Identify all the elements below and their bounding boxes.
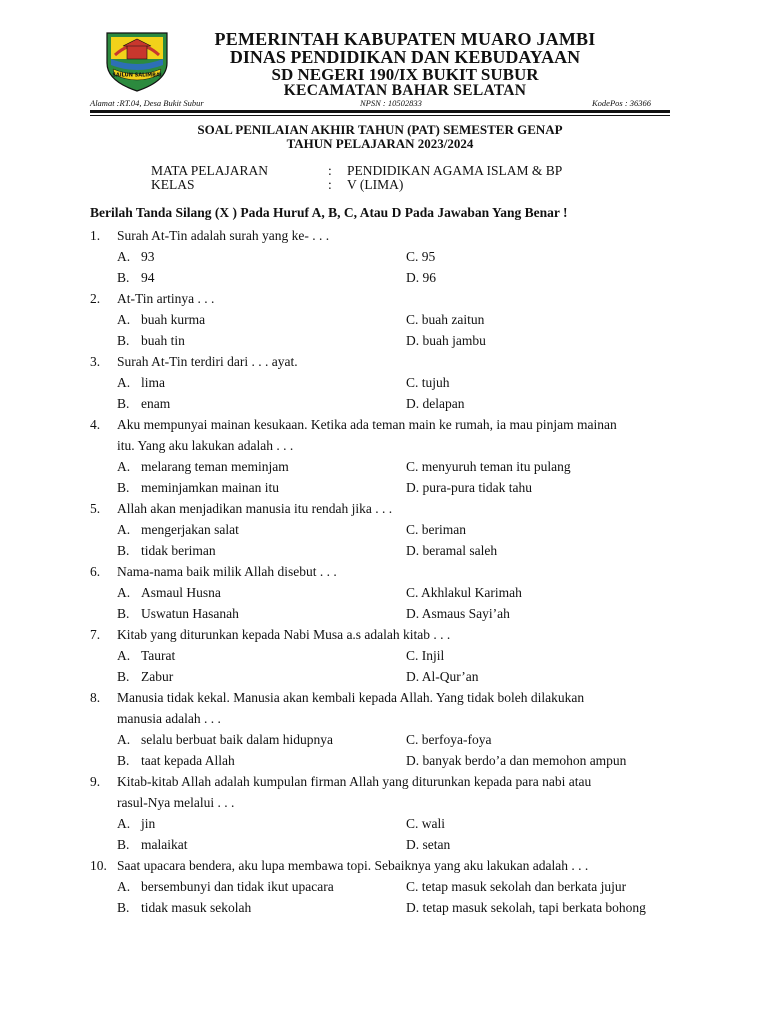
question-number: 2.: [90, 291, 101, 306]
option-b: tidak masuk sekolah: [141, 900, 252, 915]
option-a: 93: [141, 249, 155, 264]
option-b-letter: B.: [117, 396, 130, 411]
option-a: jin: [141, 816, 156, 831]
question-text: Saat upacara bendera, aku lupa membawa topi. Sebaiknya yang aku lakukan adalah . . .: [117, 858, 589, 873]
option-c: C. Injil: [406, 648, 445, 663]
option-b: meminjamkan mainan itu: [141, 480, 279, 495]
option-a: bersembunyi dan tidak ikut upacara: [141, 879, 334, 894]
option-b: enam: [141, 396, 171, 411]
logo-banner-text: SAILUN SALIMBAI: [112, 72, 162, 79]
option-c: C. buah zaitun: [406, 312, 485, 327]
question-number: 8.: [90, 690, 101, 705]
question-text: manusia adalah . . .: [117, 711, 221, 726]
question-text: Kitab-kitab Allah adalah kumpulan firman Allah yang diturunkan kepada para nabi atau: [117, 774, 592, 789]
option-b-letter: B.: [117, 270, 130, 285]
option-a-letter: A.: [117, 816, 131, 831]
option-a-letter: A.: [117, 522, 131, 537]
question-number: 7.: [90, 627, 101, 642]
option-d: D. beramal saleh: [406, 543, 498, 558]
header-postcode: KodePos : 36366: [592, 98, 652, 108]
class-colon: :: [328, 177, 332, 192]
option-b-letter: B.: [117, 543, 130, 558]
option-a: Taurat: [141, 648, 176, 663]
question-text: Surah At-Tin terdiri dari . . . ayat.: [117, 354, 298, 369]
school-logo: [101, 29, 173, 93]
option-b-letter: B.: [117, 669, 130, 684]
question-number: 4.: [90, 417, 101, 432]
header-address: Alamat :RT.04, Desa Bukit Subur: [90, 98, 204, 108]
option-b-letter: B.: [117, 333, 130, 348]
header-npsn: NPSN : 10502833: [360, 98, 422, 108]
option-b: Uswatun Hasanah: [141, 606, 239, 621]
instruction: Berilah Tanda Silang (X ) Pada Huruf A, B, C, Atau D Pada Jawaban Yang Benar !: [90, 205, 568, 220]
option-c: C. beriman: [406, 522, 466, 537]
option-a: mengerjakan salat: [141, 522, 239, 537]
option-b-letter: B.: [117, 753, 130, 768]
exam-title: SOAL PENILAIAN AKHIR TAHUN (PAT) SEMESTER GENAP: [197, 122, 563, 137]
subject-label: MATA PELAJARAN: [151, 163, 269, 178]
class-value: V (LIMA): [347, 177, 404, 192]
option-d: D. pura-pura tidak tahu: [406, 480, 532, 495]
option-b-letter: B.: [117, 480, 130, 495]
option-c: C. Akhlakul Karimah: [406, 585, 522, 600]
option-a: selalu berbuat baik dalam hidupnya: [141, 732, 333, 747]
question-text: itu. Yang aku lakukan adalah . . .: [117, 438, 294, 453]
question-text: At-Tin artinya . . .: [117, 291, 215, 306]
option-c: C. berfoya-foya: [406, 732, 492, 747]
option-c: C. tetap masuk sekolah dan berkata jujur: [406, 879, 627, 894]
question-text: rasul-Nya melalui . . .: [117, 795, 235, 810]
option-b: Zabur: [141, 669, 174, 684]
option-d: D. Asmaus Sayi’ah: [406, 606, 510, 621]
question-text: Kitab yang diturunkan kepada Nabi Musa a.s adalah kitab . . .: [117, 627, 451, 642]
header-district: KECAMATAN BAHAR SELATAN: [283, 82, 527, 99]
option-a: Asmaul Husna: [141, 585, 221, 600]
class-label: KELAS: [151, 177, 195, 192]
option-d: D. buah jambu: [406, 333, 486, 348]
option-a-letter: A.: [117, 879, 131, 894]
question-number: 3.: [90, 354, 101, 369]
option-a-letter: A.: [117, 648, 131, 663]
option-b: tidak beriman: [141, 543, 216, 558]
option-a-letter: A.: [117, 459, 131, 474]
option-b-letter: B.: [117, 900, 130, 915]
option-a-letter: A.: [117, 249, 131, 264]
option-a-letter: A.: [117, 585, 131, 600]
option-b: buah tin: [141, 333, 185, 348]
option-b: 94: [141, 270, 155, 285]
question-text: Allah akan menjadikan manusia itu rendah jika . . .: [117, 501, 393, 516]
option-a-letter: A.: [117, 312, 131, 327]
question-number: 1.: [90, 228, 101, 243]
option-b: taat kepada Allah: [141, 753, 235, 768]
option-a: lima: [141, 375, 165, 390]
option-d: D. delapan: [406, 396, 465, 411]
header-department: DINAS PENDIDIKAN DAN KEBUDAYAAN: [229, 47, 581, 67]
option-d: D. 96: [406, 270, 436, 285]
option-d: D. banyak berdo’a dan memohon ampun: [406, 753, 627, 768]
option-c: C. wali: [406, 816, 445, 831]
option-a: buah kurma: [141, 312, 206, 327]
option-c: C. tujuh: [406, 375, 450, 390]
subject-colon: :: [328, 163, 332, 178]
question-number: 5.: [90, 501, 101, 516]
option-b: malaikat: [141, 837, 188, 852]
question-number: 9.: [90, 774, 101, 789]
option-a-letter: A.: [117, 375, 131, 390]
question-text: Nama-nama baik milik Allah disebut . . .: [117, 564, 337, 579]
option-b-letter: B.: [117, 837, 130, 852]
question-text: Surah At-Tin adalah surah yang ke- . . .: [117, 228, 330, 243]
header-divider-thick: [90, 110, 670, 113]
question-number: 10.: [90, 858, 107, 873]
option-c: C. menyuruh teman itu pulang: [406, 459, 571, 474]
exam-year: TAHUN PELAJARAN 2023/2024: [286, 136, 474, 151]
option-d: D. tetap masuk sekolah, tapi berkata bohong: [406, 900, 646, 915]
option-a: melarang teman meminjam: [141, 459, 289, 474]
option-a-letter: A.: [117, 732, 131, 747]
option-b-letter: B.: [117, 606, 130, 621]
header-school: SD NEGERI 190/IX BUKIT SUBUR: [271, 65, 539, 84]
option-d: D. Al-Qur’an: [406, 669, 479, 684]
option-d: D. setan: [406, 837, 451, 852]
question-text: Manusia tidak kekal. Manusia akan kembali kepada Allah. Yang tidak boleh dilakukan: [117, 690, 585, 705]
header-government: PEMERINTAH KABUPATEN MUARO JAMBI: [214, 29, 596, 49]
question-text: Aku mempunyai mainan kesukaan. Ketika ada teman main ke rumah, ia mau pinjam mainan: [117, 417, 617, 432]
question-number: 6.: [90, 564, 101, 579]
option-c: C. 95: [406, 249, 436, 264]
header-divider-thin: [90, 115, 670, 116]
subject-value: PENDIDIKAN AGAMA ISLAM & BP: [347, 163, 563, 178]
